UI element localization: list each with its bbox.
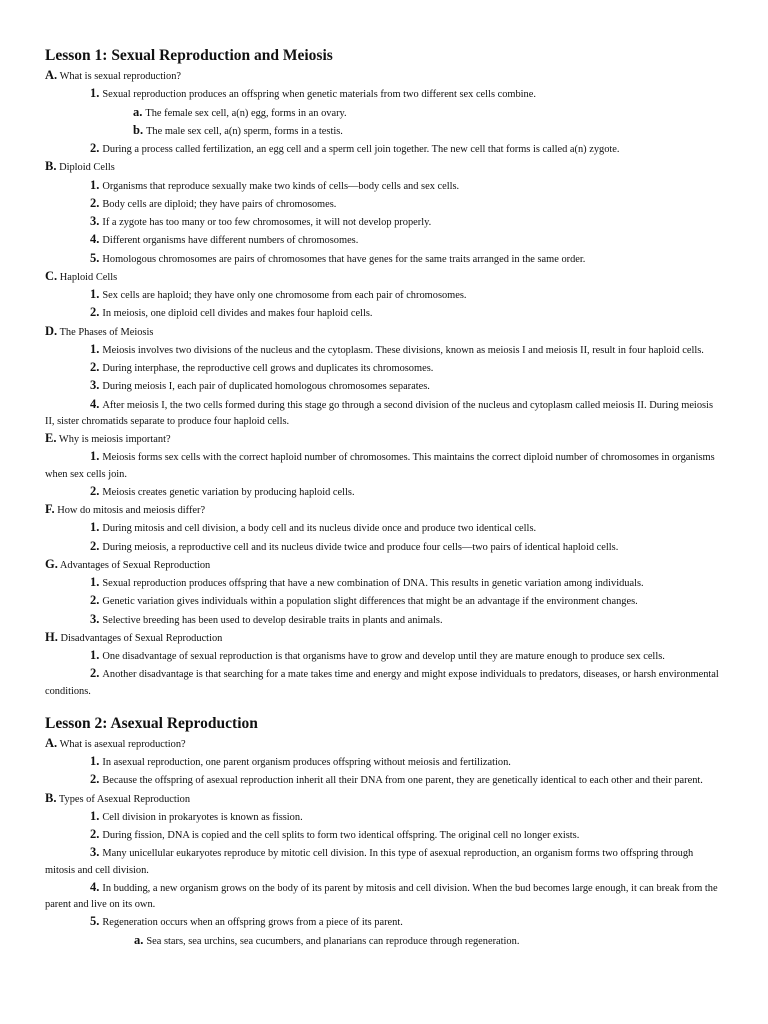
section-heading: E. Why is meiosis important? xyxy=(45,431,171,445)
list-item: 3. Many unicellular eukaryotes reproduce by mitotic cell division. In this type of asexual reproduction, an organism forms two offspring through mitosis and cell division. xyxy=(45,845,694,876)
list-item: 2. Another disadvantage is that searching for a mate takes time and energy and might expose individuals to predators, diseases, or harsh environmental conditions. xyxy=(45,666,719,697)
section-heading: A. What is asexual reproduction? xyxy=(45,735,186,750)
list-item: 1. In asexual reproduction, one parent organism produces offspring without meiosis and fertilization. xyxy=(90,754,511,768)
section-heading: D. The Phases of Meiosis xyxy=(45,323,154,338)
sub-item: a. The female sex cell, a(n) egg, forms in an ovary. xyxy=(133,104,347,119)
sub-item: b. The male sex cell, a(n) sperm, forms in a testis. xyxy=(133,122,343,137)
list-item: 5. Homologous chromosomes are pairs of chromosomes that have genes for the same traits arranged in the same order. xyxy=(90,250,586,265)
list-item: 2. Genetic variation gives individuals within a population slight differences that might be an advantage if the environment changes. xyxy=(90,593,638,608)
list-item: 5. Regeneration occurs when an offspring grows from a piece of its parent. xyxy=(90,914,403,929)
section-heading: B. Diploid Cells xyxy=(45,159,115,174)
list-item: 2. Meiosis creates genetic variation by producing haploid cells. xyxy=(90,483,355,498)
list-item: 3. If a zygote has too many or too few chromosomes, it will not develop properly. xyxy=(90,214,432,228)
list-item: 2. During interphase, the reproductive cell grows and duplicates its chromosomes. xyxy=(90,360,434,374)
list-item: 1. One disadvantage of sexual reproduction is that organisms have to grow and develop until they are mature enough to produce sex cells. xyxy=(90,648,665,662)
lesson-title: Lesson 1: Sexual Reproduction and Meiosis xyxy=(45,47,333,64)
section-heading: B. Types of Asexual Reproduction xyxy=(45,790,191,805)
section-heading: A. What is sexual reproduction? xyxy=(45,68,182,82)
list-item: 2. Because the offspring of asexual reproduction inherit all their DNA from one parent, they are genetically identical to each other and their parent. xyxy=(90,772,703,787)
list-item: 4. In budding, a new organism grows on the body of its parent by mitosis and cell division. When the bud becomes large enough, it can break from the parent and live on its own. xyxy=(45,879,718,910)
list-item: 2. During fission, DNA is copied and the cell splits to form two identical offspring. The original cell no longer exists. xyxy=(90,827,580,841)
list-item: 2. During a process called fertilization, an egg cell and a sperm cell join together. The new cell that forms is called a(n) zygote. xyxy=(90,141,620,155)
list-item: 1. Meiosis forms sex cells with the correct haploid number of chromosomes. This maintains the correct diploid number of chromosomes in organisms when sex cells join. xyxy=(45,449,715,480)
list-item: 1. Cell division in prokaryotes is known as fission. xyxy=(90,808,303,823)
list-item: 1. Sex cells are haploid; they have only one chromosome from each pair of chromosomes. xyxy=(90,287,467,301)
list-item: 3. During meiosis I, each pair of duplicated homologous chromosomes separates. xyxy=(90,378,430,393)
list-item: 4. After meiosis I, the two cells formed during this stage go through a second division of the nucleus and cytoplasm called meiosis II. During meiosis II, sister chromatids separate to produce four haploid cells. xyxy=(45,396,713,427)
list-item: 4. Different organisms have different numbers of chromosomes. xyxy=(90,232,359,247)
list-item: 1. Meiosis involves two divisions of the nucleus and the cytoplasm. These divisions, known as meiosis I and meiosis II, result in four haploid cells. xyxy=(90,341,704,356)
list-item: 1. Sexual reproduction produces an offspring when genetic materials from two different sex cells combine. xyxy=(90,86,536,101)
list-item: 3. Selective breeding has been used to develop desirable traits in plants and animals. xyxy=(90,611,443,626)
sub-item: a. Sea stars, sea urchins, sea cucumbers, and planarians can reproduce through regeneration. xyxy=(134,932,520,947)
list-item: 1. During mitosis and cell division, a body cell and its nucleus divide once and produce two identical cells. xyxy=(90,520,537,535)
section-heading: G. Advantages of Sexual Reproduction xyxy=(45,556,211,571)
list-item: 2. Body cells are diploid; they have pairs of chromosomes. xyxy=(90,195,337,210)
section-heading: F. How do mitosis and meiosis differ? xyxy=(45,502,206,516)
list-item: 2. In meiosis, one diploid cell divides and makes four haploid cells. xyxy=(90,305,373,320)
section-heading: H. Disadvantages of Sexual Reproduction xyxy=(45,629,223,644)
list-item: 1. Sexual reproduction produces offspring that have a new combination of DNA. This results in genetic variation among individuals. xyxy=(90,575,644,589)
list-item: 1. Organisms that reproduce sexually make two kinds of cells—body cells and sex cells. xyxy=(90,177,460,192)
list-item: 2. During meiosis, a reproductive cell and its nucleus divide twice and produce four cells—two pairs of identical haploid cells. xyxy=(90,538,619,553)
section-heading: C. Haploid Cells xyxy=(45,268,118,283)
lesson-title: Lesson 2: Asexual Reproduction xyxy=(45,714,258,732)
